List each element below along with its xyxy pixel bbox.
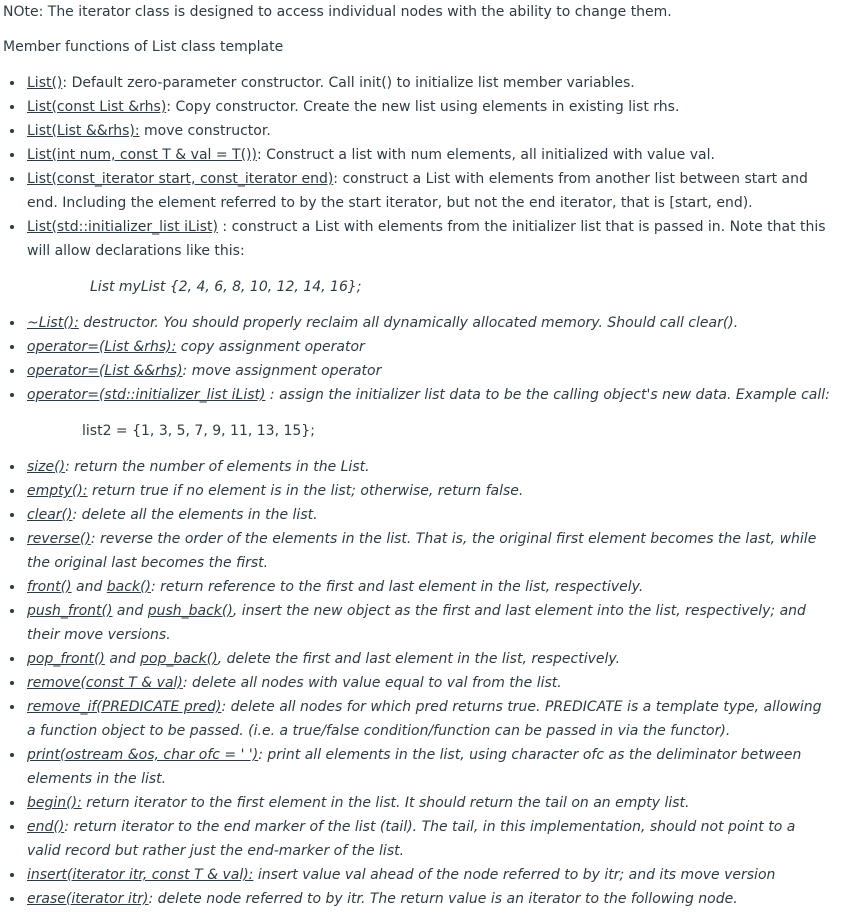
function-name: push_back() [147, 603, 233, 619]
function-name: operator=(List &&rhs) [27, 363, 183, 379]
function-name: reverse() [27, 531, 91, 547]
function-name: print(ostream &os, char ofc = ' ') [27, 747, 259, 763]
note-text: NOte: The iterator class is designed to access individual nodes with the ability to change them. [3, 4, 672, 20]
function-name: operator=(std::initializer_list iList) [27, 387, 266, 403]
function-description: : construct a List with elements from the initializer list that is passed in. Note that this will allow declarations like this: [27, 219, 826, 259]
list-item [0, 383, 842, 407]
list-item [0, 167, 842, 215]
function-description: : delete node referred to by itr. The return value is an iterator to the following node. [148, 891, 738, 907]
list-item [0, 671, 842, 695]
list-item [0, 575, 842, 599]
function-description: : return reference to the first and last element in the list, respectively. [151, 579, 644, 595]
list-item [0, 503, 842, 527]
function-description: : Copy constructor. Create the new list using elements in existing list rhs. [166, 99, 680, 115]
function-name: empty(): [27, 483, 88, 499]
function-name: push_front() [27, 603, 113, 619]
function-name: List(int num, const T & val = T()) [27, 147, 257, 163]
function-description: : delete all nodes with value equal to val from the list. [182, 675, 562, 691]
list-item [0, 887, 842, 911]
function-description: : delete all the elements in the list. [72, 507, 318, 523]
list-item [0, 791, 842, 815]
list-item [0, 335, 842, 359]
function-description: destructor. You should properly reclaim all dynamically allocated memory. Should call clear(). [78, 315, 739, 331]
list-item [0, 815, 842, 863]
function-name: List() [27, 75, 63, 91]
function-name: front() [27, 579, 72, 595]
function-name: pop_back() [140, 651, 218, 667]
list-item [0, 599, 842, 647]
function-description: : return iterator to the end marker of the list (tail). The tail, in this implementation, should not point to a valid record but rather just the end-marker of the list. [27, 819, 796, 859]
function-description: return true if no element is in the list; otherwise, return false. [87, 483, 524, 499]
function-description: , insert the new object as the first and last element into the list, respectively; and their move versions. [27, 603, 806, 643]
function-name: erase(iterator itr) [27, 891, 149, 907]
conjunction-text: and [71, 579, 107, 595]
function-name: end() [27, 819, 65, 835]
function-description: : return the number of elements in the List. [65, 459, 370, 475]
function-name: List(const List &rhs) [27, 99, 167, 115]
function-description: insert value val ahead of the node referred to by itr; and its move version [253, 867, 776, 883]
conjunction-text: and [104, 651, 141, 667]
section-heading: Member functions of List class template [3, 39, 284, 55]
function-description: : construct a List with elements from another list between start and end. Including the element referred to by the start iterator, but not the end iterator, that is [start, end). [27, 171, 808, 211]
function-description: : Construct a list with num elements, all initialized with value val. [256, 147, 715, 163]
list-item [0, 71, 842, 95]
code-example-declaration: List myList {2, 4, 6, 8, 10, 12, 14, 16}; [90, 279, 362, 295]
function-description: move constructor. [139, 123, 271, 139]
list-item [0, 455, 842, 479]
function-name: List(std::initializer_list iList) [27, 219, 218, 235]
function-name: remove_if(PREDICATE pred) [27, 699, 222, 715]
function-description: : reverse the order of the elements in the list. That is, the original first element becomes the last, while the original last becomes the first. [27, 531, 817, 571]
list-item [0, 863, 842, 887]
list-item [0, 743, 842, 791]
function-name: size() [27, 459, 66, 475]
function-name: ~List(): [27, 315, 79, 331]
function-description: : Default zero-parameter constructor. Call init() to initialize list member variables. [62, 75, 635, 91]
code-example-assignment: list2 = {1, 3, 5, 7, 9, 11, 13, 15}; [82, 423, 315, 439]
member-list-operations [0, 455, 842, 911]
function-name: back() [106, 579, 151, 595]
function-description: : delete all nodes for which pred returns true. PREDICATE is a template type, allowing a function object to be passed. (i.e. a true/false condition/function can be passed in via the functor). [27, 699, 822, 739]
function-name: clear() [27, 507, 73, 523]
list-item [0, 359, 842, 383]
function-name: pop_front() [27, 651, 105, 667]
list-item [0, 527, 842, 575]
function-name: insert(iterator itr, const T & val): [27, 867, 254, 883]
function-description: , delete the first and last element in the list, respectively. [217, 651, 621, 667]
list-item [0, 479, 842, 503]
list-item [0, 311, 842, 335]
function-name: operator=(List &rhs): [27, 339, 177, 355]
member-list-constructors [0, 71, 842, 263]
list-item [0, 695, 842, 743]
member-list-destructor-assignment [0, 311, 842, 407]
list-item [0, 95, 842, 119]
list-item [0, 647, 842, 671]
function-name: List(const_iterator start, const_iterator end) [27, 171, 334, 187]
function-name: List(List &&rhs): [27, 123, 140, 139]
function-name: begin(): [27, 795, 82, 811]
function-description: return iterator to the first element in the list. It should return the tail on an empty list. [81, 795, 690, 811]
list-item [0, 143, 842, 167]
conjunction-text: and [112, 603, 148, 619]
function-description: : move assignment operator [182, 363, 382, 379]
list-item [0, 215, 842, 263]
function-name: remove(const T & val) [27, 675, 183, 691]
function-description: : print all elements in the list, using character ofc as the deliminator between elements in the list. [27, 747, 802, 787]
function-description: : assign the initializer list data to be the calling object's new data. Example call: [265, 387, 830, 403]
function-description: copy assignment operator [176, 339, 365, 355]
list-item [0, 119, 842, 143]
